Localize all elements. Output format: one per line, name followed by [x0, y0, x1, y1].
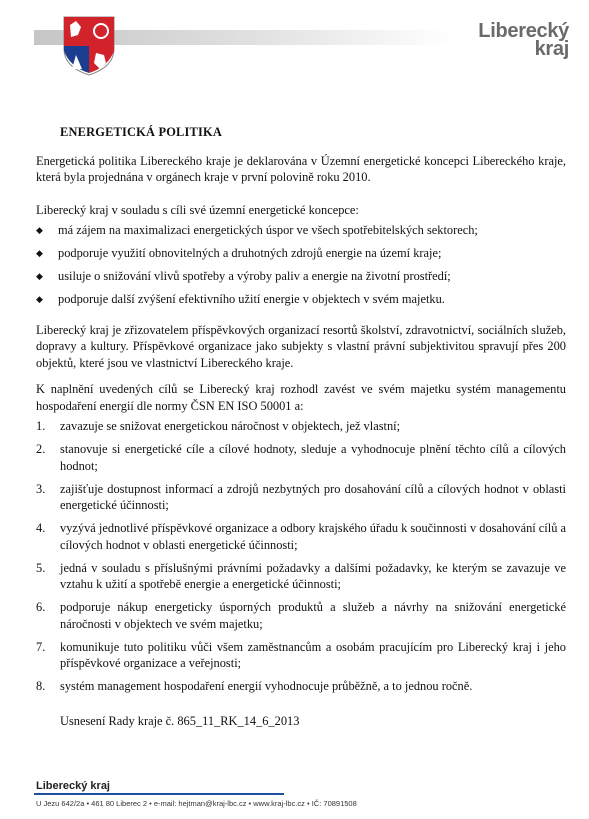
list-item: 1. zavazuje se snižovat energetickou náročnost v objektech, jež vlastní;	[36, 419, 401, 433]
list-item: 8. systém management hospodaření energií vyhodnocuje průběžně, a to jednou ročně.	[36, 679, 473, 693]
list-item: 4. vyzývá jednotlivé příspěvkové organizace a odbory krajského úřadu k součinnosti v dosahování cílů a cílových hodnot v oblasti energetické účinnosti;	[36, 521, 566, 552]
footer-organization: Liberecký kraj	[36, 780, 110, 792]
footer-divider	[34, 793, 284, 795]
page-title: ENERGETICKÁ POLITIKA	[60, 125, 223, 139]
list-item: ◆ podporuje využití obnovitelných a druhotných zdrojů energie na území kraje;	[36, 246, 442, 260]
intro-paragraph: Energetická politika Libereckého kraje je deklarována v Územní energetické koncepci Libereckého kraje, která byla projednána v orgánech kraje v první polovině roku 2010.	[36, 153, 566, 184]
coat-of-arms-icon	[62, 15, 116, 77]
list-item: ◆ podporuje další zvýšení efektivního užití energie v objektech v svém majetku.	[36, 292, 445, 306]
footer-address: U Jezu 642/2a • 461 80 Liberec 2 • e-mail: hejtman@kraj-lbc.cz • www.kraj-lbc.cz • IČ: 70891508	[36, 799, 357, 808]
system-lead: K naplnění uvedených cílů se Liberecký kraj rozhodl zavést ve svém majetku systém managementu hospodaření energií dle normy ČSN EN ISO 50001 a:	[36, 382, 566, 413]
diamond-bullet-icon: ◆	[36, 271, 43, 281]
brand-line-1: Liberecký	[478, 20, 569, 42]
diamond-bullet-icon: ◆	[36, 248, 43, 258]
list-item: 6. podporuje nákup energeticky úsporných produktů a služeb a návrhy na snižování energetické náročnosti v objektech ve svém majetku;	[36, 600, 566, 631]
diamond-bullet-icon: ◆	[36, 225, 43, 235]
diamond-bullet-icon: ◆	[36, 294, 43, 304]
commitments-list	[36, 418, 566, 695]
list-item: 3. zajišťuje dostupnost informací a zdrojů nezbytných pro dosahování cílů a cílových hodnot v oblasti energetické účinnosti;	[36, 481, 566, 512]
brand-line-2: kraj	[534, 38, 569, 60]
list-item: 2. stanovuje si energetické cíle a cílové hodnoty, sleduje a vyhodnocuje plnění těchto cílů a cílových hodnot;	[36, 442, 566, 473]
commitment-lead: Liberecký kraj v souladu s cíli své územní energetické koncepce:	[36, 202, 359, 217]
list-item: ◆ má zájem na maximalizaci energetických úspor ve všech spotřebitelských sektorech;	[36, 223, 478, 237]
goals-list	[36, 222, 566, 308]
list-item: 5. jedná v souladu s příslušnými právními požadavky a dalšími požadavky, ke kterým se zavazuje ve vztahu k užití a spotřebě energie a energetické účinnosti;	[36, 560, 566, 591]
brand-logo	[478, 22, 569, 58]
list-item: ◆ usiluje o snižování vlivů spotřeby a výroby paliv a energie na životní prostředí;	[36, 269, 451, 283]
document-body	[36, 124, 566, 701]
list-item: 7. komunikuje tuto politiku vůči všem zaměstnancům a osobám pracujícím pro Liberecký kraj i jeho příspěvkové organizace a veřejnosti;	[36, 639, 566, 670]
resolution-reference: Usnesení Rady kraje č. 865_11_RK_14_6_2013	[60, 714, 300, 728]
organizations-paragraph: Liberecký kraj je zřizovatelem příspěvkových organizací resortů školství, zdravotnictví, sociálních služeb, dopravy a kultury. Příspěvkové organizace jako subjekty s vlastní právní subjektivitou spravují přes 200 objektů, které jsou ve vlastnictví Libereckého kraje.	[36, 322, 566, 370]
